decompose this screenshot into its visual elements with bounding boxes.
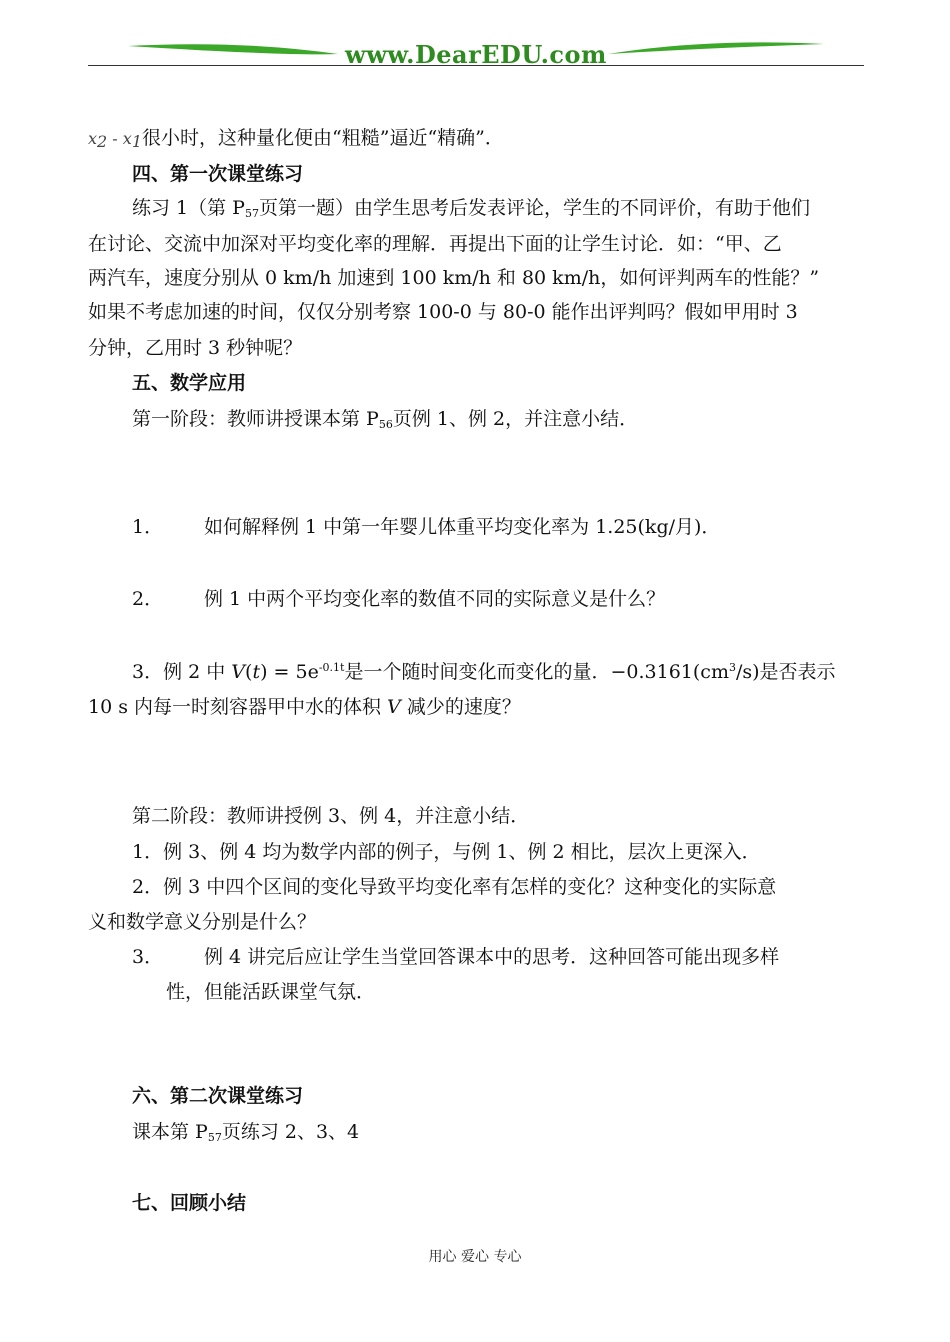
list-item: 2．例 3 中四个区间的变化导致平均变化率有怎样的变化？这种变化的实际意 <box>132 876 777 898</box>
list-item: 1． 如何解释例 1 中第一年婴儿体重平均变化率为 1.25(kg/月)． <box>132 516 721 538</box>
paragraph-line: 分钟，乙用时 3 秒钟呢？ <box>88 337 303 359</box>
paragraph-line: 课本第 $P_{57}$页练习 2、3、4 <box>132 1121 360 1144</box>
list-item: 3． 例 4 讲完后应让学生当堂回答课本中的思考．这种回答可能出现多样 <box>132 946 780 968</box>
paragraph-line: 性，但能活跃课堂气氛． <box>166 981 376 1003</box>
paragraph-line: 两汽车，速度分别从 0 km/h 加速到 100 km/h 和 80 km/h，如何评判两车的性能？” <box>88 267 820 289</box>
list-item: 2． 例 1 中两个平均变化率的数值不同的实际意义是什么？ <box>132 588 666 610</box>
site-logo-text: www.DearEDU.com <box>345 40 607 69</box>
page-header <box>88 34 864 70</box>
header-rule <box>88 65 864 66</box>
list-item: 1．例 3、例 4 均为数学内部的例子，与例 1、例 2 相比，层次上更深入． <box>132 841 761 863</box>
section-heading-4: 四、第一次课堂练习 <box>132 163 304 185</box>
paragraph-line: 如果不考虑加速的时间，仅仅分别考察 100-0 与 80-0 能作出评判吗？假如甲用时 3 <box>88 301 798 323</box>
paragraph-line: 在讨论、交流中加深对平均变化率的理解．再提出下面的让学生讨论．如：“甲、乙 <box>88 233 782 255</box>
section-heading-7: 七、回顾小结 <box>132 1192 247 1214</box>
page-footer: 用心 爱心 专心 <box>428 1249 522 1265</box>
paragraph-line: 第一阶段：教师讲授课本第 $P_{56}$页例 1、例 2，并注意小结． <box>132 408 639 431</box>
section-heading-6: 六、第二次课堂练习 <box>132 1085 304 1107</box>
list-item: 3．例 2 中 $V(t) = 5e^{-0.1t}$是一个随时间变化而变化的量．$-0.3161(cm^3/s)$是否表示 <box>132 661 836 683</box>
paragraph-line: 练习 1（第 $P_{57}$页第一题）由学生思考后发表评论，学生的不同评价，有助于他们 <box>132 197 810 220</box>
paragraph-line: 第二阶段：教师讲授例 3、例 4，并注意小结． <box>132 805 530 827</box>
paragraph-line: 义和数学意义分别是什么？ <box>88 911 317 933</box>
paragraph-line: 10 s 内每一时刻容器甲中水的体积 V 减少的速度？ <box>88 696 521 718</box>
section-heading-5: 五、数学应用 <box>132 372 247 394</box>
paragraph-line: $x_2 - x_1$很小时，这种量化便由“粗糙”逼近“精确”． <box>88 127 504 151</box>
